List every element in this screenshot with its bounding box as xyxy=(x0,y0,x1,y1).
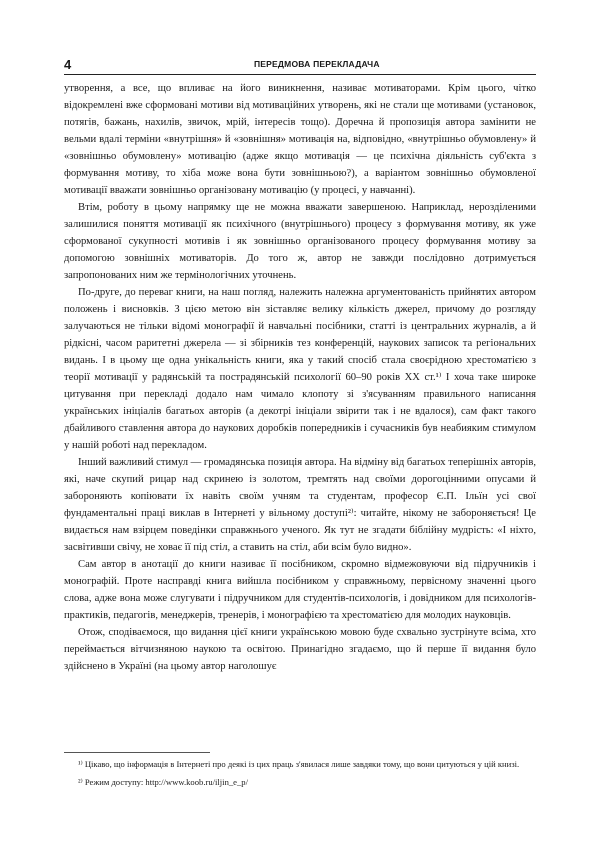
paragraph: Отож, сподіваємося, що видання цієї книги українською мовою буде схвально зустрінуте всіма, хто переймається вітчизняною наукою та освітою. Принагідно згадаємо, що й перше її видання було здійснено в Україні (на цьому автор наголошує xyxy=(64,627,536,672)
paragraph: Інший важливий стимул — громадянська позиція автора. На відміну від багатьох теперішніх авторів, які, наче скупий рицар над скринею із золотом, тремтять над своїми дорогоцінними опусами й забороняють копіювати їх навіть своїм учням та студентам, професор Є.П. Ільїн усі свої фундаментальні праці виклав в Інтернеті у вільному доступі²⁾: читайте, нікому не забороняється! Це видається нам взірцем поведінки справжнього ученого. Як тут не згадати біблійну мудрість: «І ніхто, засвітивши свічу, не ховає її під стіл, а ставить на стіл, аби всім було видно». xyxy=(64,457,536,553)
paragraph: По-друге, до переваг книги, на наш погляд, належить належна аргументованість прийнятих автором положень і висновків. З цією метою він зіставляє велику кількість джерел, причому до розгляду залучаються не тільки відомі монографії й навчальні посібники, статті із центральних журналів, а й рідкісні, часом раритетні джерела — зі збірників тез конференцій, наукових записок та регіональних видань. І в цьому ще одна унікальність книги, яка у такий спосіб стала своєрідною хрестоматією з теорії мотивації у радянській та пострадянській психології 60–90 років XX ст.¹⁾ І хоча таке широке цитування при перекладі додало нам чимало клопоту зі з'ясуванням правильного написання українських ініціалів багатьох авторів (а декотрі ініціали звірити так і не вдалося), сам факт такого дбайливого ставлення автора до наукових доробків попередників і сучасників був неабияким стимулом у нашій роботі над перекладом. xyxy=(64,287,536,451)
footnote-separator xyxy=(64,752,210,753)
footnote: ¹⁾ Цікаво, що інформація в Інтернеті про деякі із цих праць з'явилася лише завдяки тому, що вони цитуються у цій книзі. xyxy=(78,759,520,769)
footnote: ²⁾ Режим доступу: http://www.koob.ru/iljin_e_p/ xyxy=(78,777,248,787)
header-rule xyxy=(64,74,536,75)
paragraph: Втім, роботу в цьому напрямку ще не можна вважати завершеною. Наприклад, нерозділеними залишилися поняття мотивації як психічного (внутрішнього) процесу з формування мотиву, як уже сформованої сукупності мотивів і як зовнішньо організованого процесу формування мотиву за допомогою зовнішніх мотиваторів. До того ж, автор не завжди послідовно дотримується запропонованих ним же термінологічних уточнень. xyxy=(64,202,536,281)
page-header xyxy=(64,57,536,79)
footnotes xyxy=(64,757,536,793)
page-number: 4 xyxy=(64,57,72,72)
paragraph: утворення, а все, що впливає на його виникнення, називає мотиваторами. Крім цього, чітко відокремлені вже сформовані мотиви від мотиваційних утворень, які не стали ще мотивами (установок, потягів, бажань, нахилів, звичок, мрій, інтересів тощо). Доречна й пропозиція автора замінити не вельми вдалі терміни «внутрішня» й «зовнішня» мотивація на, відповідно, «внутрішньо обумовлену» й «зовнішньо обумовлену» мотивацію (адже якщо мотивація — це психічна діяльність суб'єкта з формування мотиву, то хіба може вона бути зовнішньою?), а варіантом зовнішньо обумовленої мотивації вважати зовнішньо організовану мотивацію (у процесі, у навчанні). xyxy=(64,83,536,196)
paragraph: Сам автор в анотації до книги називає її посібником, скромно відмежовуючи від підручників і монографій. Проте насправді книга вийшла посібником у справжньому, первісному значенні цього слова, адже вона може слугувати і підручником для студентів-психологів, і довідником для психологів-практиків, педагогів, менеджерів, тренерів, і монографією та хрестоматією для молодих науковців. xyxy=(64,559,536,621)
main-text xyxy=(64,80,536,675)
running-title: ПЕРЕДМОВА ПЕРЕКЛАДАЧА xyxy=(254,59,380,69)
